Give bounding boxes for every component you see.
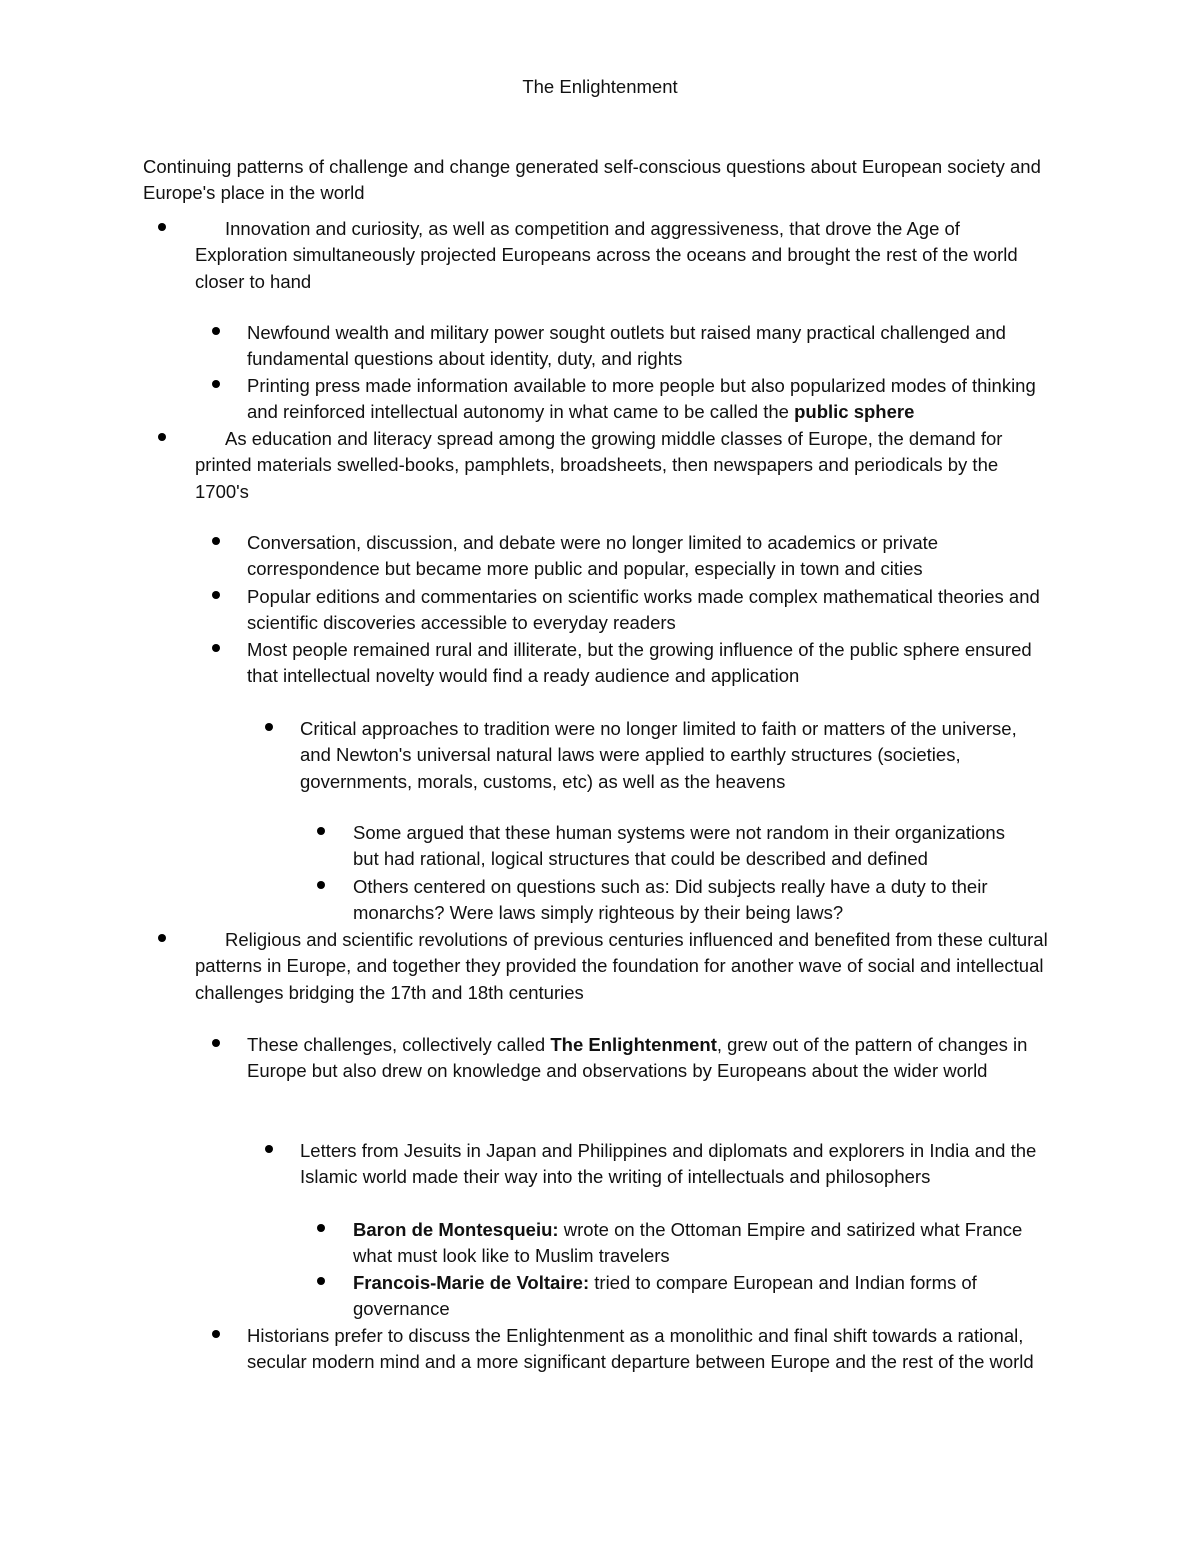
bullet-icon bbox=[317, 827, 325, 835]
list-item bbox=[195, 426, 1055, 505]
item-text: As education and literacy spread among the growing middle classes of Europe, the demand for printed materials swelled-books, pamphlets, broadsheets, then newspapers and periodicals by the 1700's bbox=[195, 428, 1003, 502]
list-item bbox=[195, 927, 1055, 1006]
item-text: Conversation, discussion, and debate were no longer limited to academics or private correspondence but became more public and popular, especially in town and cities bbox=[247, 532, 939, 580]
bullet-icon bbox=[212, 591, 220, 599]
list-item bbox=[247, 1032, 1047, 1085]
bullet-icon bbox=[265, 1145, 273, 1153]
list-item bbox=[247, 584, 1047, 637]
bold-text: The Enlightenment bbox=[550, 1034, 717, 1055]
list-item bbox=[195, 216, 1055, 295]
list-item bbox=[247, 530, 1047, 583]
bullet-icon bbox=[212, 1039, 220, 1047]
bullet-icon bbox=[212, 327, 220, 335]
item-text: Historians prefer to discuss the Enlightenment as a monolithic and final shift towards a rational, secular modern mind and a more significant departure between Europe and the rest of the world bbox=[247, 1325, 1034, 1373]
item-text: Popular editions and commentaries on scientific works made complex mathematical theories and scientific discoveries accessible to everyday readers bbox=[247, 586, 1040, 634]
bold-text: Francois-Marie de Voltaire: bbox=[353, 1272, 590, 1293]
bold-text: Baron de Montesqueiu: bbox=[353, 1219, 559, 1240]
list-item bbox=[300, 1138, 1040, 1191]
item-text: Critical approaches to tradition were no longer limited to faith or matters of the universe, and Newton's universal natural laws were applied to earthly structures (societies, governments, morals, customs, etc) as well as the heavens bbox=[300, 718, 1017, 792]
item-text: Some argued that these human systems were not random in their organizations but had rational, logical structures that could be described and defined bbox=[353, 822, 1005, 870]
list-item bbox=[353, 1270, 1033, 1323]
item-text: Innovation and curiosity, as well as competition and aggressiveness, that drove the Age of Exploration simultaneously projected Europeans across the oceans and brought the rest of the world closer to hand bbox=[195, 218, 1018, 292]
list-item bbox=[353, 1217, 1033, 1270]
bullet-icon bbox=[317, 881, 325, 889]
item-text: tried to compare European and Indian forms of governance bbox=[353, 1272, 977, 1320]
item-text: These challenges, collectively called bbox=[247, 1034, 551, 1055]
list-item bbox=[247, 637, 1047, 690]
bullet-icon bbox=[212, 537, 220, 545]
bullet-icon bbox=[212, 644, 220, 652]
bullet-icon bbox=[212, 1330, 220, 1338]
item-text: Most people remained rural and illiterate, but the growing influence of the public sphere ensured that intellectual novelty would find a ready audience and application bbox=[247, 639, 1032, 687]
list-item bbox=[247, 320, 1047, 373]
item-text: , grew out of the pattern of changes in Europe but also drew on knowledge and observations by Europeans about the wider world bbox=[247, 1034, 1028, 1082]
document-title: The Enlightenment bbox=[522, 76, 678, 97]
list-item bbox=[247, 1323, 1047, 1376]
item-text: Letters from Jesuits in Japan and Philippines and diplomats and explorers in India and the Islamic world made their way into the writing of intellectuals and philosophers bbox=[300, 1140, 1037, 1188]
bullet-icon bbox=[265, 723, 273, 731]
list-item bbox=[353, 874, 1033, 927]
bullet-icon bbox=[158, 433, 166, 441]
bullet-icon bbox=[212, 380, 220, 388]
bold-text: public sphere bbox=[794, 401, 915, 423]
bullet-icon bbox=[158, 934, 166, 942]
list-item bbox=[300, 716, 1040, 795]
item-text: Religious and scientific revolutions of previous centuries influenced and benefited from these cultural patterns in Europe, and together they provided the foundation for another wave of social and intellectual challenges bridging the 17th and 18th centuries bbox=[195, 929, 1048, 1003]
item-text: Others centered on questions such as: Did subjects really have a duty to their monarchs? Were laws simply righteous by their being laws? bbox=[353, 876, 988, 924]
item-text: Newfound wealth and military power sought outlets but raised many practical challenged and fundamental questions about identity, duty, and rights bbox=[247, 322, 1006, 370]
item-text: wrote on the Ottoman Empire and satirized what France what must look like to Muslim travelers bbox=[353, 1219, 1023, 1267]
list-item bbox=[353, 820, 1033, 873]
list-item bbox=[247, 373, 1047, 426]
bullet-icon bbox=[317, 1277, 325, 1285]
bullet-icon bbox=[317, 1224, 325, 1232]
intro-paragraph: Continuing patterns of challenge and change generated self-conscious questions about European society and Europe's place in the world bbox=[143, 156, 1041, 204]
item-text: Printing press made information available to more people but also popularized modes of thinking and reinforced intellectual autonomy in what came to be called the bbox=[247, 375, 1036, 423]
bullet-icon bbox=[158, 223, 166, 231]
